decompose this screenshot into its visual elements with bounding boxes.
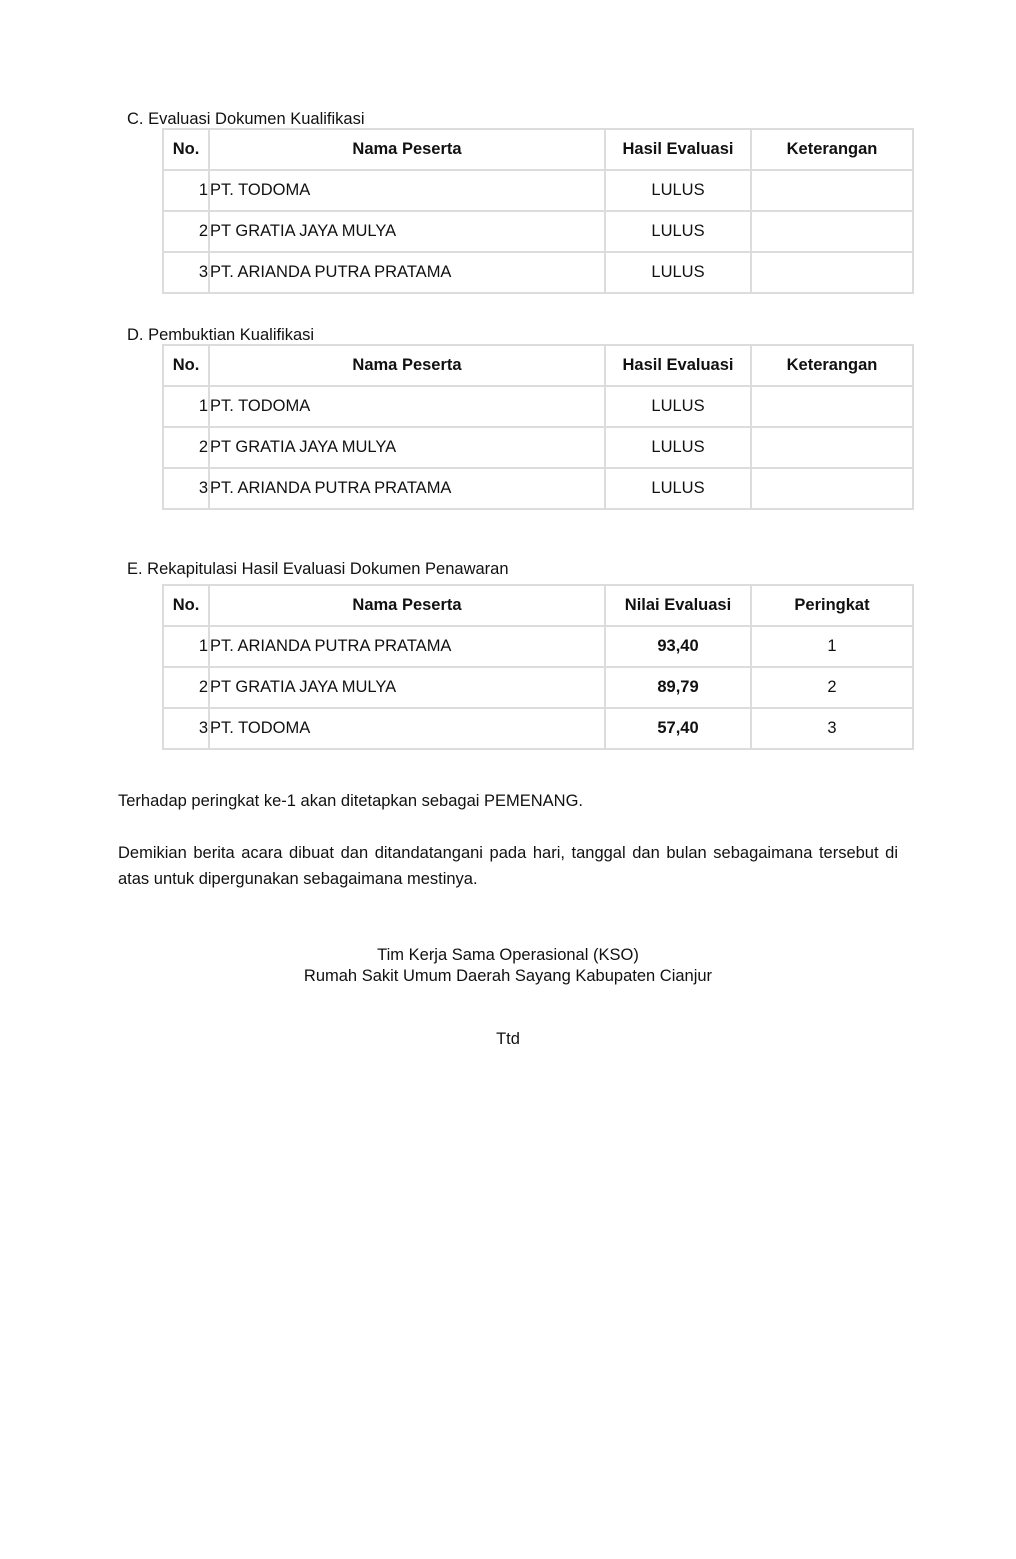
row-note [751, 386, 913, 427]
table-row [163, 667, 913, 708]
row-no: 2 [163, 667, 209, 708]
table-header-row [163, 129, 913, 170]
table-row [163, 427, 913, 468]
header-no: No. [163, 585, 209, 626]
header-name: Nama Peserta [209, 129, 605, 170]
row-name: PT. TODOMA [209, 170, 605, 211]
row-name: PT. TODOMA [209, 386, 605, 427]
table-header-row [163, 345, 913, 386]
table-row [163, 626, 913, 667]
row-score: 89,79 [605, 667, 751, 708]
signature-institution: Rumah Sakit Umum Daerah Sayang Kabupaten Cianjur [303, 967, 713, 985]
table-row [163, 211, 913, 252]
row-no: 1 [163, 386, 209, 427]
row-rank: 1 [751, 626, 913, 667]
header-name: Nama Peserta [209, 345, 605, 386]
table-row [163, 386, 913, 427]
row-note [751, 252, 913, 293]
row-name: PT GRATIA JAYA MULYA [209, 427, 605, 468]
header-name: Nama Peserta [209, 585, 605, 626]
qualification-evaluation-table [162, 128, 914, 294]
section-e-title: E. Rekapitulasi Hasil Evaluasi Dokumen Penawaran [127, 560, 509, 578]
row-rank: 2 [751, 667, 913, 708]
signature-team: Tim Kerja Sama Operasional (KSO) [377, 946, 639, 964]
row-result: LULUS [605, 386, 751, 427]
header-no: No. [163, 345, 209, 386]
row-note [751, 211, 913, 252]
row-no: 1 [163, 626, 209, 667]
row-result: LULUS [605, 252, 751, 293]
row-name: PT GRATIA JAYA MULYA [209, 667, 605, 708]
row-no: 3 [163, 252, 209, 293]
row-name: PT GRATIA JAYA MULYA [209, 211, 605, 252]
header-note: Keterangan [751, 129, 913, 170]
row-score: 93,40 [605, 626, 751, 667]
closing-statement: Demikian berita acara dibuat dan ditandatangani pada hari, tanggal dan bulan sebagaimana tersebut di atas untuk dipergunakan sebagaimana mestinya. [118, 844, 898, 888]
row-note [751, 468, 913, 509]
row-no: 1 [163, 170, 209, 211]
header-result: Hasil Evaluasi [605, 345, 751, 386]
row-no: 3 [163, 708, 209, 749]
offer-recap-table [162, 584, 914, 750]
row-no: 2 [163, 211, 209, 252]
row-result: LULUS [605, 427, 751, 468]
header-result: Hasil Evaluasi [605, 129, 751, 170]
row-rank: 3 [751, 708, 913, 749]
row-score: 57,40 [605, 708, 751, 749]
signature-signed: Ttd [496, 1030, 520, 1048]
row-note [751, 427, 913, 468]
table-header-row [163, 585, 913, 626]
table-row [163, 170, 913, 211]
header-note: Keterangan [751, 345, 913, 386]
row-no: 3 [163, 468, 209, 509]
row-name: PT. ARIANDA PUTRA PRATAMA [209, 468, 605, 509]
table-row [163, 252, 913, 293]
section-d-title: D. Pembuktian Kualifikasi [127, 326, 315, 344]
qualification-proof-table [162, 344, 914, 510]
header-rank: Peringkat [751, 585, 913, 626]
header-no: No. [163, 129, 209, 170]
row-result: LULUS [605, 468, 751, 509]
row-result: LULUS [605, 211, 751, 252]
row-no: 2 [163, 427, 209, 468]
table-row [163, 708, 913, 749]
section-c-title: C. Evaluasi Dokumen Kualifikasi [127, 110, 365, 128]
table-row [163, 468, 913, 509]
winner-statement: Terhadap peringkat ke-1 akan ditetapkan sebagai PEMENANG. [118, 792, 584, 810]
row-result: LULUS [605, 170, 751, 211]
row-note [751, 170, 913, 211]
row-name: PT. ARIANDA PUTRA PRATAMA [209, 252, 605, 293]
row-name: PT. TODOMA [209, 708, 605, 749]
header-score: Nilai Evaluasi [605, 585, 751, 626]
row-name: PT. ARIANDA PUTRA PRATAMA [209, 626, 605, 667]
